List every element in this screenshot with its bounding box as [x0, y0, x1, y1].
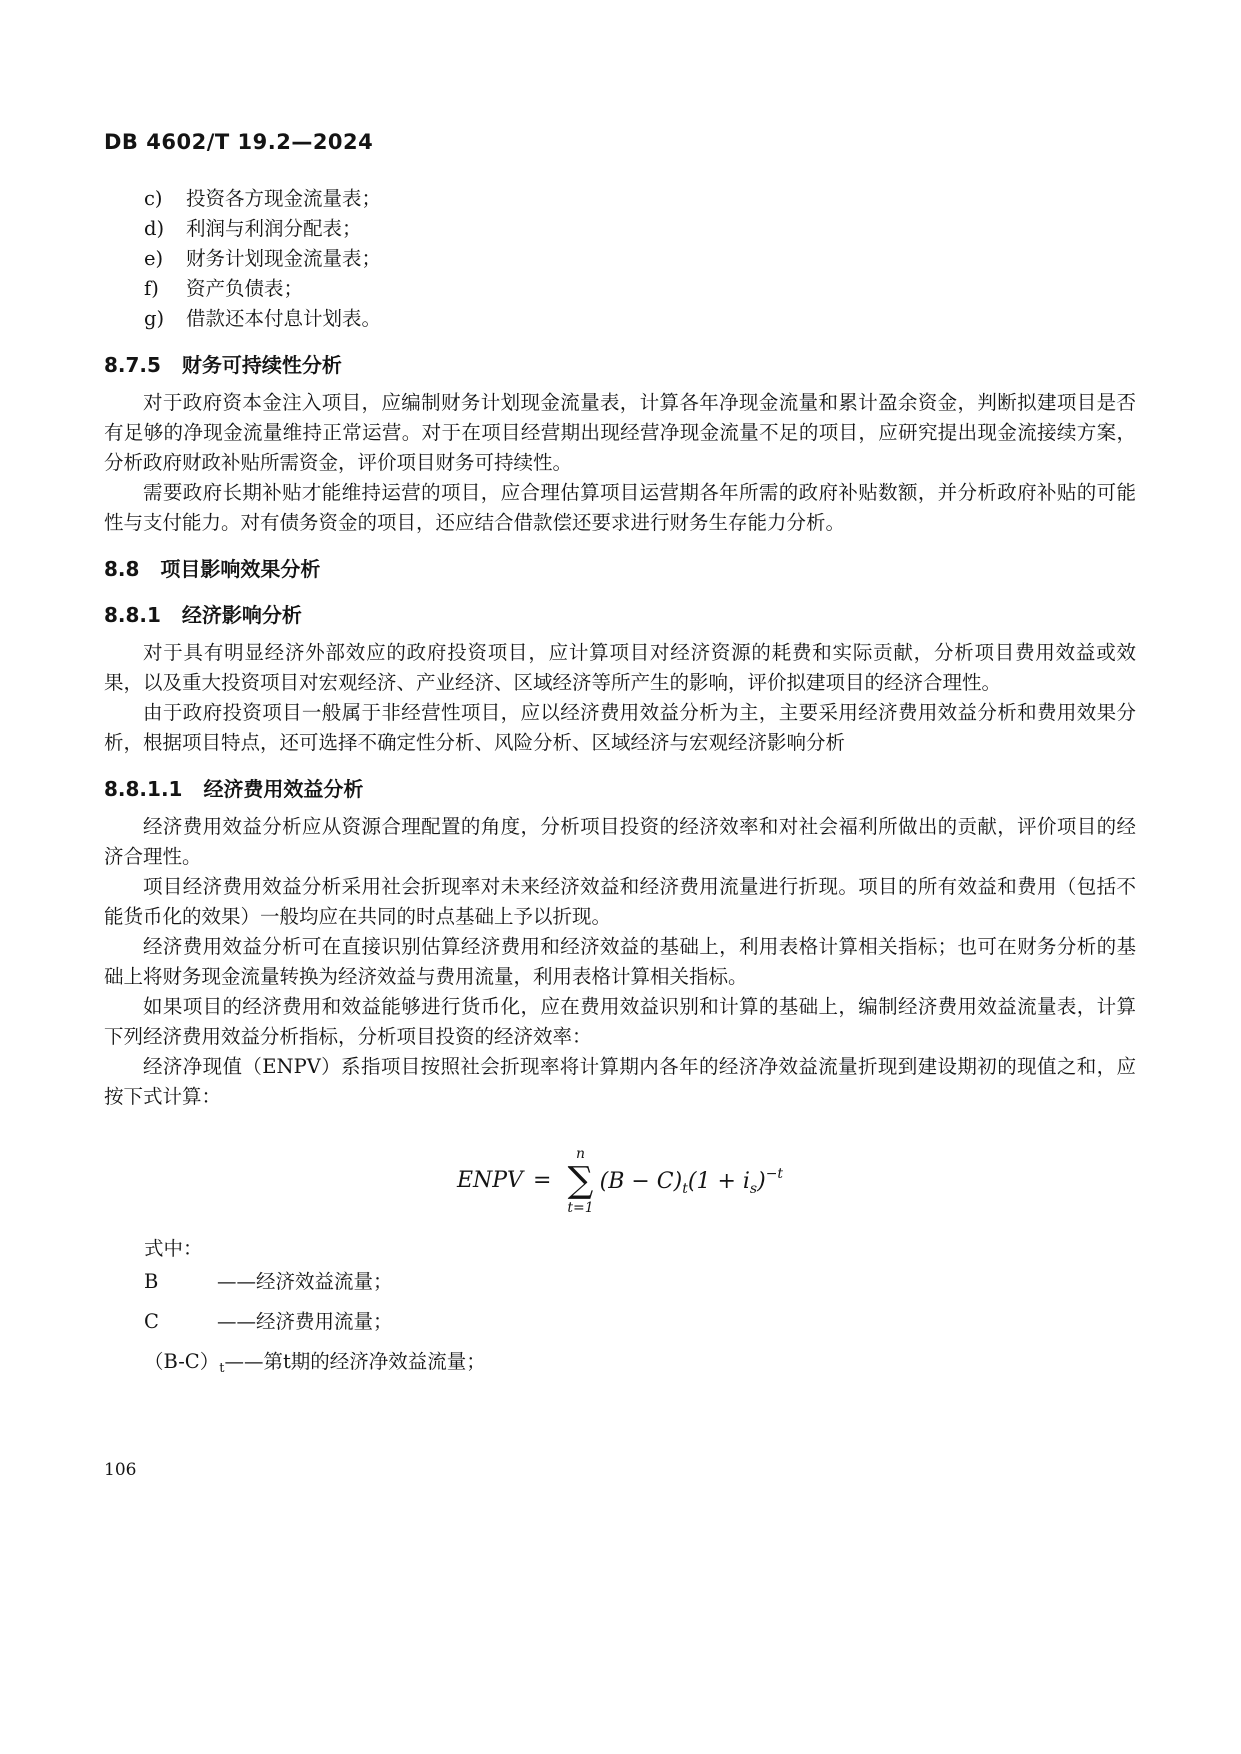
paragraph: 由于政府投资项目一般属于非经营性项目，应以经济费用效益分析为主，主要采用经济费用效益分析和费用效果分析，根据项目特点，还可选择不确定性分析、风险分析、区域经济与宏观经济影响分析 — [104, 701, 1136, 754]
paragraph: 对于具有明显经济外部效应的政府投资项目，应计算项目对经济资源的耗费和实际贡献，分析项目费用效益或效果，以及重大投资项目对宏观经济、产业经济、区域经济等所产生的影响，评价拟建项目的经济合理性。 — [104, 641, 1136, 694]
legend-term-subscript: t — [219, 1361, 225, 1376]
sum-lower-limit: t=1 — [567, 1200, 594, 1216]
paragraph: 经济费用效益分析应从资源合理配置的角度，分析项目投资的经济效率和对社会福利所做出的贡献，评价项目的经济合理性。 — [104, 815, 1136, 868]
formula-lhs: ENPV — [456, 1168, 523, 1193]
document-content — [104, 184, 1136, 1385]
formula-term2-base: (1 + i — [687, 1168, 750, 1194]
formula-term2-close: ) — [757, 1168, 766, 1194]
formula-term2-subscript: s — [749, 1180, 758, 1197]
section-heading-8-7-5 — [104, 350, 1136, 380]
legend-term-text: C — [144, 1310, 159, 1333]
section-number: 8.7.5 — [104, 353, 161, 377]
section-title: 经济费用效益分析 — [203, 777, 364, 801]
list-item-text: 利润与利润分配表； — [186, 217, 362, 240]
list-item — [104, 274, 1136, 304]
list-item-label: d) — [144, 217, 165, 240]
legend-row — [144, 1345, 1136, 1385]
legend-term — [144, 1265, 217, 1305]
formula-equals-sign: = — [532, 1168, 552, 1193]
section-heading-8-8-1-1 — [104, 774, 1136, 804]
legend-label: 式中： — [144, 1237, 203, 1260]
paragraph: 经济费用效益分析可在直接识别估算经济费用和经济效益的基础上，利用表格计算相关指标；也可在财务分析的基础上将财务现金流量转换为经济效益与费用流量，利用表格计算相关指标。 — [104, 935, 1136, 988]
legend-description: ——第t期的经济净效益流量； — [224, 1350, 486, 1373]
legend-description: ——经济费用流量； — [217, 1310, 393, 1333]
section-heading-8-8 — [104, 554, 1136, 584]
formula-term — [600, 1167, 783, 1196]
legend-description: ——经济效益流量； — [217, 1270, 393, 1293]
section-number: 8.8 — [104, 557, 140, 581]
section-number: 8.8.1.1 — [104, 777, 183, 801]
page-number: 106 — [104, 1460, 137, 1480]
formula-term1-base: (B − C) — [599, 1168, 683, 1194]
list-item — [104, 304, 1136, 334]
legend-term — [144, 1345, 224, 1385]
list-item-label: c) — [144, 187, 163, 210]
legend-row — [144, 1305, 1136, 1345]
section-number: 8.8.1 — [104, 603, 161, 627]
legend-term-text: （B-C） — [144, 1350, 220, 1373]
sigma-icon: ∑ — [567, 1160, 594, 1201]
section-heading-8-8-1 — [104, 600, 1136, 630]
section-title: 经济影响分析 — [181, 603, 302, 627]
paragraph: 需要政府长期补贴才能维持运营的项目，应合理估算项目运营期各年所需的政府补贴数额，并分析政府补贴的可能性与支付能力。对有债务资金的项目，还应结合借款偿还要求进行财务生存能力分析。 — [104, 481, 1136, 534]
list-item-label: f) — [144, 277, 159, 300]
paragraph: 项目经济费用效益分析采用社会折现率对未来经济效益和经济费用流量进行折现。项目的所有效益和费用（包括不能货币化的效果）一般均应在共同的时点基础上予以折现。 — [104, 875, 1136, 928]
list-item — [104, 184, 1136, 214]
list-item-text: 投资各方现金流量表； — [186, 187, 382, 210]
list-item-text: 资产负债表； — [186, 277, 304, 300]
section-title: 项目影响效果分析 — [160, 557, 321, 581]
list-item-text: 借款还本付息计划表。 — [186, 307, 382, 330]
formula-term1-subscript: t — [682, 1180, 688, 1197]
list-item — [104, 244, 1136, 274]
standard-number: DB 4602/T 19.2—2024 — [104, 130, 374, 154]
list-item-label: e) — [144, 247, 164, 270]
legend-term — [144, 1305, 217, 1345]
summation-symbol — [567, 1146, 593, 1216]
legend-row — [144, 1265, 1136, 1305]
list-item-label: g) — [144, 307, 165, 330]
formula-enpv — [104, 1146, 1136, 1216]
paragraph: 经济净现值（ENPV）系指项目按照社会折现率将计算期内各年的经济净效益流量折现到建设期初的现值之和，应按下式计算： — [104, 1055, 1136, 1108]
legend-term-text: B — [144, 1270, 159, 1293]
formula-exponent: −t — [765, 1165, 784, 1182]
lettered-list — [104, 184, 1136, 334]
list-item-text: 财务计划现金流量表； — [186, 247, 382, 270]
paragraph: 对于政府资本金注入项目，应编制财务计划现金流量表，计算各年净现金流量和累计盈余资金，判断拟建项目是否有足够的净现金流量维持正常运营。对于在项目经营期出现经营净现金流量不足的项目，应研究提出现金流接续方案，分析政府财政补贴所需资金，评价项目财务可持续性。 — [104, 391, 1136, 474]
list-item — [104, 214, 1136, 244]
section-title: 财务可持续性分析 — [181, 353, 342, 377]
sum-upper-limit: n — [575, 1146, 586, 1162]
paragraph: 如果项目的经济费用和效益能够进行货币化，应在费用效益识别和计算的基础上，编制经济费用效益流量表，计算下列经济费用效益分析指标，分析项目投资的经济效率： — [104, 995, 1136, 1048]
formula-legend — [104, 1232, 1136, 1385]
